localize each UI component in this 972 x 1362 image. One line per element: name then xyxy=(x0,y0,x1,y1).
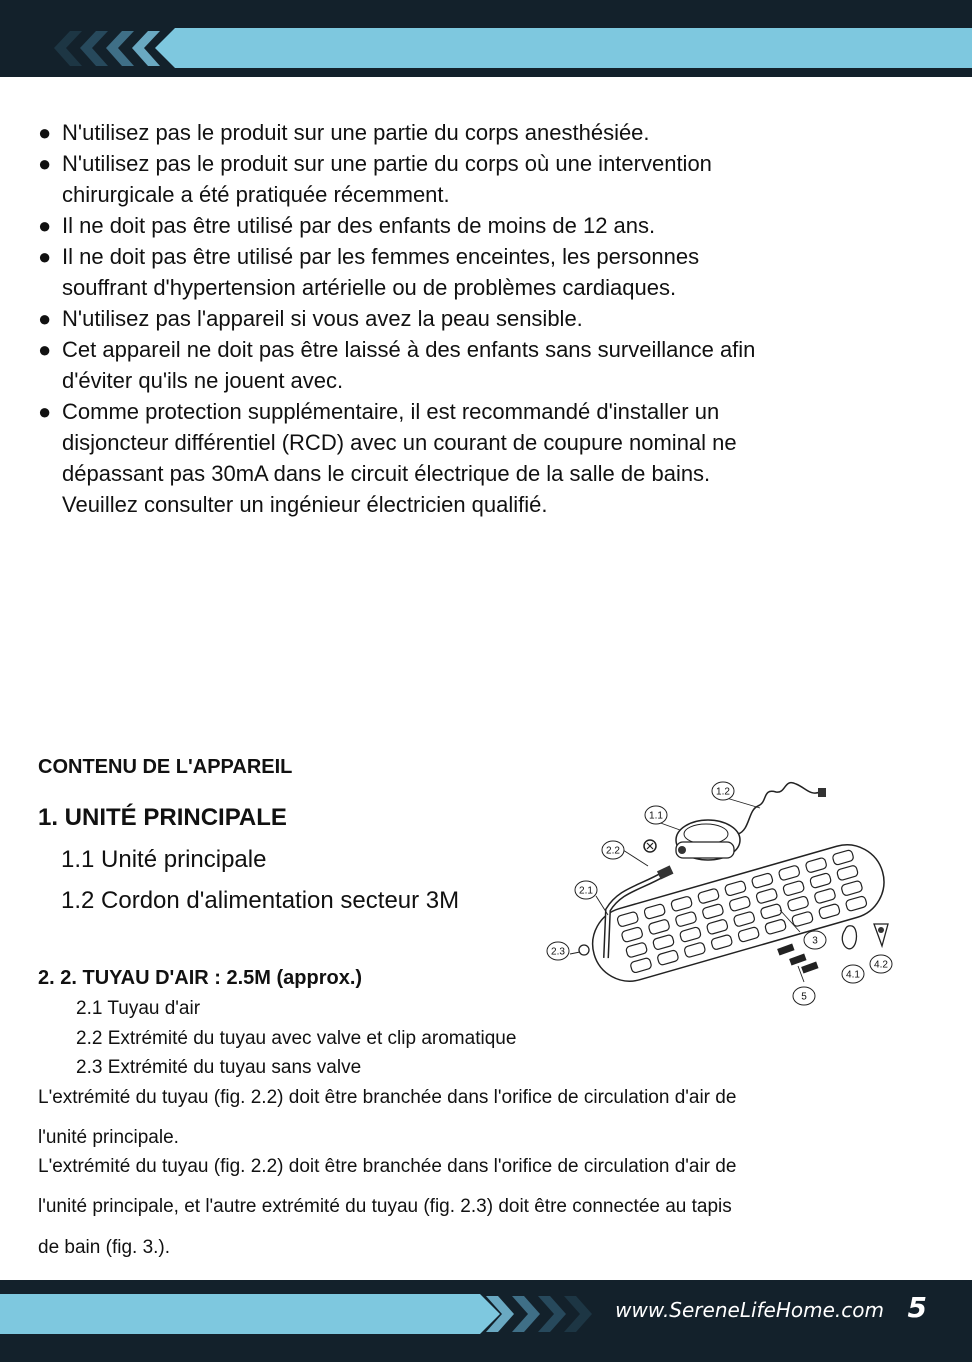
figure-callout-label xyxy=(645,806,667,824)
warning-item: ● Comme protection supplémentaire, il est recommandé d'installer un disjoncteur différentiel (RCD) avec un courant de coupure nominal ne dépassant pas 30mA dans le circuit électrique de la salle de bains. Veuillez consulter un ingénieur électricien qualifié. xyxy=(38,399,737,517)
figure-callout-label xyxy=(804,931,826,949)
svg-text:4.1: 4.1 xyxy=(846,969,860,981)
warning-item: ● Il ne doit pas être utilisé par des enfants de moins de 12 ans. xyxy=(38,213,656,238)
instruction-line: L'extrémité du tuyau (fig. 2.2) doit être branchée dans l'orifice de circulation d'air de xyxy=(38,1156,737,1177)
figure-callout-label xyxy=(842,965,864,983)
air-pump-drawing xyxy=(676,783,826,860)
warning-item: ● N'utilisez pas l'appareil si vous avez la peau sensible. xyxy=(38,306,583,331)
figure-callout-label xyxy=(575,881,597,899)
main-unit-item: 1.2 Cordon d'alimentation secteur 3M xyxy=(61,887,460,914)
warning-item: ● N'utilisez pas le produit sur une partie du corps anesthésiée. xyxy=(38,120,650,145)
footer-chevrons-icon xyxy=(486,1296,592,1332)
footer-website-link[interactable]: www.SereneLifeHome.com xyxy=(615,1298,884,1322)
header-band xyxy=(0,0,972,77)
svg-text:2.3: 2.3 xyxy=(551,946,565,958)
air-hose-item: 2.3 Extrémité du tuyau sans valve xyxy=(76,1057,362,1078)
warnings-list xyxy=(38,117,938,520)
hose-end-icon xyxy=(579,945,589,955)
figure-callout-label xyxy=(870,955,892,973)
warning-item: ● Il ne doit pas être utilisé par les femmes enceintes, les personnes souffrant d'hypertension artérielle ou de problèmes cardiaques. xyxy=(38,244,700,300)
air-hose-item: 2.1 Tuyau d'air xyxy=(76,998,201,1019)
svg-text:3: 3 xyxy=(812,935,818,947)
main-unit-heading: 1. UNITÉ PRINCIPALE xyxy=(38,804,287,831)
figure-callout-label xyxy=(793,987,815,1005)
instruction-line: de bain (fig. 3.). xyxy=(38,1237,171,1258)
header-chevrons-icon xyxy=(54,31,160,66)
instruction-line: l'unité principale, et l'autre extrémité du tuyau (fig. 2.3) doit être connectée au tapis xyxy=(38,1196,732,1217)
svg-text:4.2: 4.2 xyxy=(874,959,888,971)
instruction-line: L'extrémité du tuyau (fig. 2.2) doit être branchée dans l'orifice de circulation d'air de xyxy=(38,1087,737,1108)
figure-callout-label xyxy=(712,782,734,800)
svg-text:2.2: 2.2 xyxy=(606,845,620,857)
header-bar xyxy=(0,0,972,77)
warning-item: ● Cet appareil ne doit pas être laissé à des enfants sans surveillance afin d'éviter qu'ils ne jouent avec. xyxy=(38,337,756,393)
figure-callout-label xyxy=(547,942,569,960)
svg-text:5: 5 xyxy=(801,991,807,1003)
remote-accessories-drawing xyxy=(842,924,888,949)
section-title: CONTENU DE L'APPAREIL xyxy=(38,756,293,778)
air-hose-heading: 2. 2. TUYAU D'AIR : 2.5M (approx.) xyxy=(38,967,363,989)
main-unit-item: 1.1 Unité principale xyxy=(61,846,267,873)
warning-item: ● N'utilisez pas le produit sur une partie du corps où une intervention chirurgicale a été pratiquée récemment. xyxy=(38,151,712,207)
figure-callout-label xyxy=(602,841,624,859)
page-number: 5 xyxy=(907,1291,927,1324)
svg-text:1.1: 1.1 xyxy=(649,810,663,822)
product-diagram xyxy=(540,770,900,1015)
air-hose-item: 2.2 Extrémité du tuyau avec valve et clip aromatique xyxy=(76,1028,517,1049)
svg-text:2.1: 2.1 xyxy=(579,885,593,897)
svg-text:1.2: 1.2 xyxy=(716,786,730,798)
instruction-line: l'unité principale. xyxy=(38,1127,179,1148)
